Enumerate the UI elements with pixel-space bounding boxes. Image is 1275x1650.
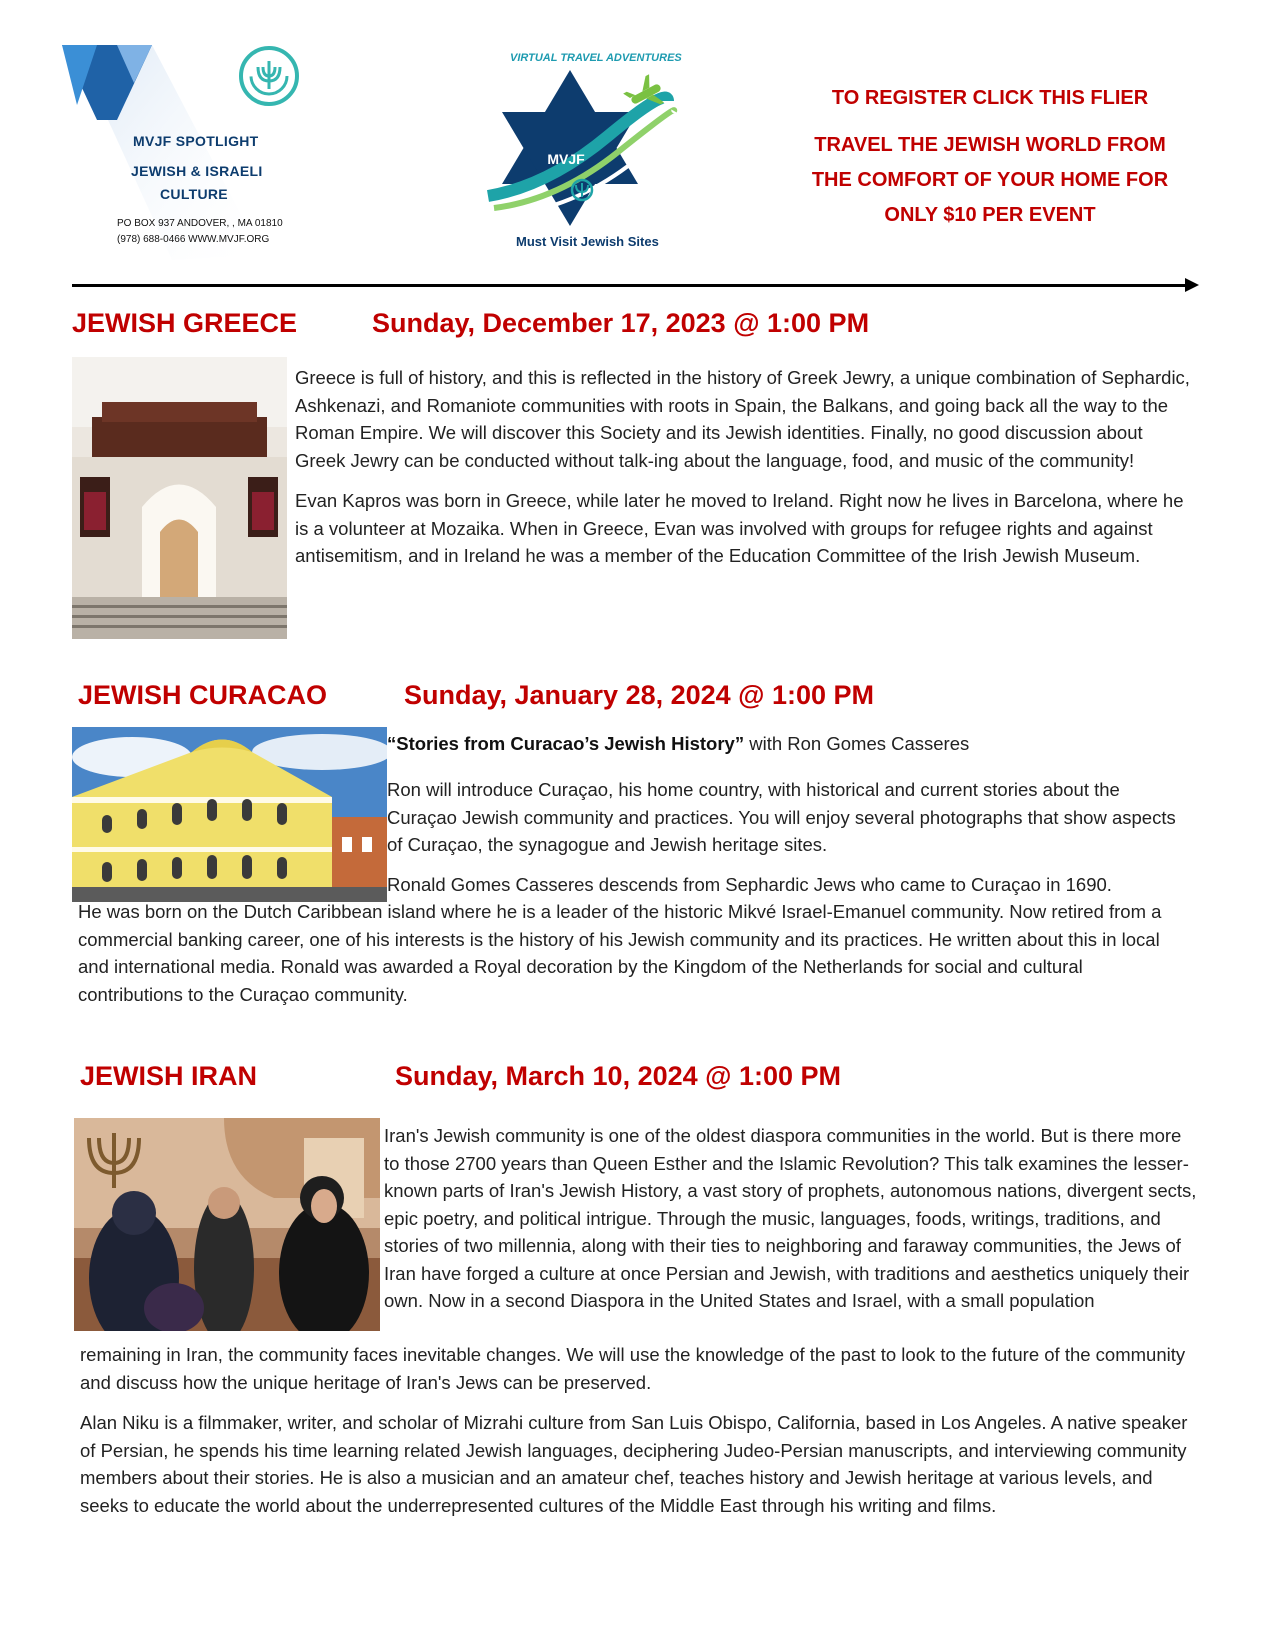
divider-arrow-line bbox=[72, 284, 1190, 287]
greece-para-2: Evan Kapros was born in Greece, while later he moved to Ireland. Right now he lives in Barcelona, where he is a volunteer at Mozaika. When in Greece, Evan was involved with groups for refugee rights and against antisemitism, and in Ireland he was a member of the Education Committee of the Irish Jewish Museum. bbox=[295, 490, 1184, 566]
iran-para-1-rest: remaining in Iran, the community faces inevitable changes. We will use the knowledge of the past to look to the future of the community and discuss how the unique heritage of Iran's Jews can be preserved. bbox=[80, 1344, 1186, 1393]
menorah-circle-icon bbox=[238, 45, 300, 107]
greece-synagogue-photo bbox=[72, 357, 287, 639]
vt-badge-text: MVJF bbox=[547, 151, 585, 167]
org-name-line1: MVJF SPOTLIGHT bbox=[133, 133, 259, 149]
curacao-talk-line bbox=[387, 730, 1197, 758]
org-address: PO BOX 937 ANDOVER, , MA 01810 bbox=[117, 218, 283, 229]
divider-arrow-head bbox=[1185, 278, 1199, 292]
promo-line-3: ONLY $10 PER EVENT bbox=[884, 204, 1096, 226]
promo-line-2: THE COMFORT OF YOUR HOME FOR bbox=[811, 169, 1169, 191]
event-title-curacao: JEWISH CURACAO bbox=[78, 680, 328, 710]
curacao-para-2-rest: He was born on the Dutch Caribbean island where he is a leader of the historic Mikvé Israel-Emanuel community. Now retired from a commercial banking career, one of his interests is the history of his Jewish community and its practices. He written about this in local and international media. Ronald was awarded a Royal decoration by the Kingdom of the Netherlands for social and cultural contributions to the Curaçao community. bbox=[78, 901, 1162, 1005]
event-title-greece: JEWISH GREECE bbox=[72, 308, 298, 338]
org-name-line2: JEWISH & ISRAELI bbox=[131, 163, 263, 179]
iran-community-photo bbox=[74, 1118, 380, 1331]
greece-description bbox=[295, 364, 1195, 570]
virtual-travel-title: VIRTUAL TRAVEL ADVENTURES bbox=[510, 52, 682, 64]
event-date-iran: Sunday, March 10, 2024 @ 1:00 PM bbox=[395, 1061, 842, 1091]
promo-line-1: TRAVEL THE JEWISH WORLD FROM bbox=[814, 134, 1166, 156]
star-of-david-plane-logo bbox=[478, 66, 688, 234]
curacao-para-2-first-line: Ronald Gomes Casseres descends from Sephardic Jews who came to Curaçao in 1690. bbox=[387, 874, 1112, 895]
curacao-talk-speaker: with Ron Gomes Casseres bbox=[744, 733, 970, 754]
curacao-para-1: Ron will introduce Curaçao, his home country, with historical and current stories about the Curaçao Jewish community and practices. You will enjoy several photographs that show aspects of Curaçao, the synagogue and Jewish heritage sites. bbox=[387, 779, 1176, 855]
greece-para-1: Greece is full of history, and this is reflected in the history of Greek Jewry, a unique combination of Sephardic, Ashkenazi, and Romaniote communities with roots in Spain, the Balkans, and going back all the way to the Roman Empire. We will discover this Society and its Jewish identities. Finally, no good discussion about Greek Jewry can be conducted without talk-ing about the language, food, and music of the community! bbox=[295, 367, 1190, 471]
curacao-talk-title: “Stories from Curacao’s Jewish History” bbox=[387, 733, 745, 754]
org-name-line3: CULTURE bbox=[160, 186, 228, 202]
org-contact: (978) 688-0466 WWW.MVJF.ORG bbox=[117, 234, 270, 245]
event-title-iran: JEWISH IRAN bbox=[80, 1061, 258, 1091]
event-date-greece: Sunday, December 17, 2023 @ 1:00 PM bbox=[372, 308, 870, 338]
iran-para-2: Alan Niku is a filmmaker, writer, and scholar of Mizrahi culture from San Luis Obispo, California, based in Los Angeles. A native speaker of Persian, he spends his time learning related Jewish languages, deciphering Judeo-Persian manuscripts, and interviewing community members about their stories. He is also a musician and an amateur chef, teaches history and Jewish heritage at various levels, and seeks to educate the world about the underrepresented cultures of the Middle East through his writing and films. bbox=[80, 1412, 1188, 1516]
must-visit-tagline: Must Visit Jewish Sites bbox=[516, 234, 659, 249]
curacao-synagogue-photo bbox=[72, 727, 387, 902]
register-link[interactable]: TO REGISTER CLICK THIS FLIER bbox=[831, 87, 1149, 109]
iran-para-1-wrapped: Iran's Jewish community is one of the oldest diaspora communities in the world. But is there more to those 2700 years than Queen Esther and the Islamic Revolution? This talk examines the lesser-known parts of Iran's Jewish History, a vast story of prophets, autonomous nations, divergent sects, epic poetry, and political intrigue. Through the music, languages, foods, writings, traditions, and stories of two millennia, along with their ties to neighboring and faraway communities, the Jews of Iran have forged a culture at once Persian and Jewish, with traditions and aesthetics uniquely their own. Now in a second Diaspora in the United States and Israel, with a small population bbox=[384, 1125, 1197, 1311]
event-date-curacao: Sunday, January 28, 2024 @ 1:00 PM bbox=[404, 680, 875, 710]
